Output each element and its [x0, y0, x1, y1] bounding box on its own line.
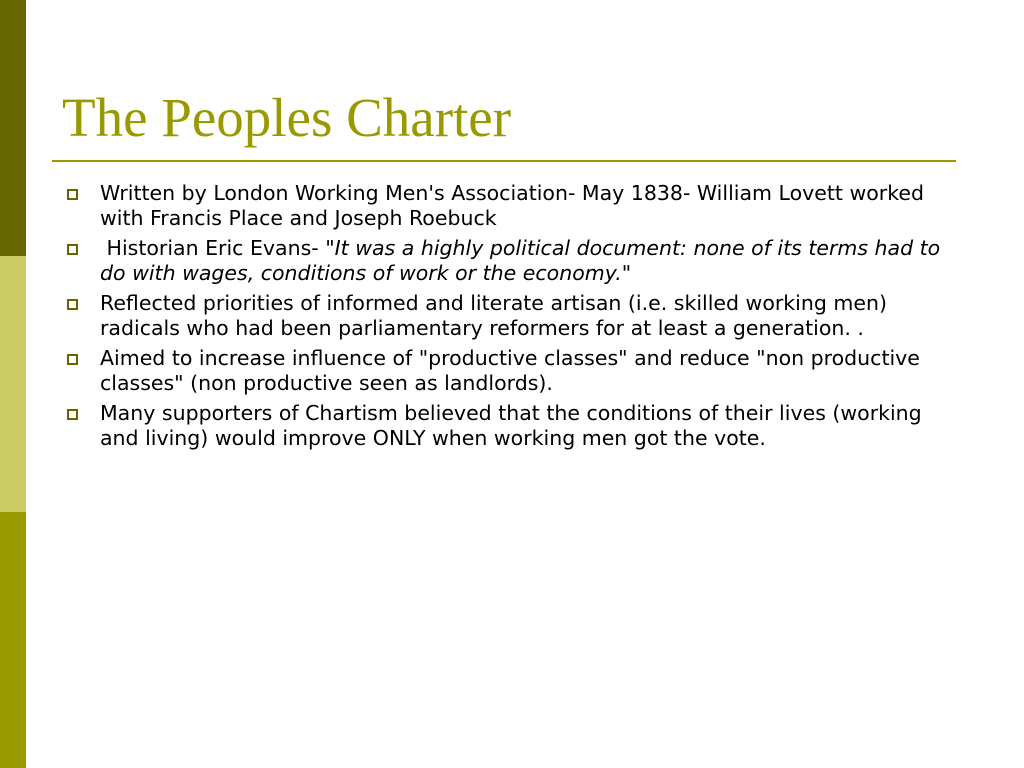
- hollow-square-bullet-icon: [67, 409, 78, 420]
- bullet-item: [62, 236, 962, 286]
- side-bar-segment-light: [0, 256, 26, 512]
- side-accent-bar: [0, 0, 26, 768]
- title-underline: [52, 160, 956, 162]
- bullet-text: Historian Eric Evans-: [100, 236, 326, 260]
- bullet-item: [62, 181, 962, 231]
- bullet-item: [62, 401, 962, 451]
- slide-title: The Peoples Charter: [62, 87, 512, 148]
- hollow-square-bullet-icon: [67, 244, 78, 255]
- bullet-text: Written by London Working Men's Association- May 1838- William Lovett worked with Francis Place and Joseph Roebuck: [100, 181, 931, 230]
- side-bar-segment-dark: [0, 0, 26, 256]
- side-bar-segment-mid: [0, 512, 26, 768]
- bullet-text: Aimed to increase influence of "productive classes" and reduce "non productive classes" (non productive seen as landlords).: [100, 346, 927, 395]
- hollow-square-bullet-icon: [67, 299, 78, 310]
- bullet-list: [62, 181, 962, 456]
- historian-quote: "It was a highly political document: none of its terms had to do with wages, conditions of work or the economy.": [100, 236, 947, 285]
- bullet-item: [62, 346, 962, 396]
- hollow-square-bullet-icon: [67, 354, 78, 365]
- bullet-text: Many supporters of Chartism believed that the conditions of their lives (working and living) would improve ONLY when working men got the vote.: [100, 401, 929, 450]
- hollow-square-bullet-icon: [67, 189, 78, 200]
- bullet-text: Reflected priorities of informed and literate artisan (i.e. skilled working men) radicals who had been parliamentary reformers for at least a generation. .: [100, 291, 894, 340]
- bullet-item: [62, 291, 962, 341]
